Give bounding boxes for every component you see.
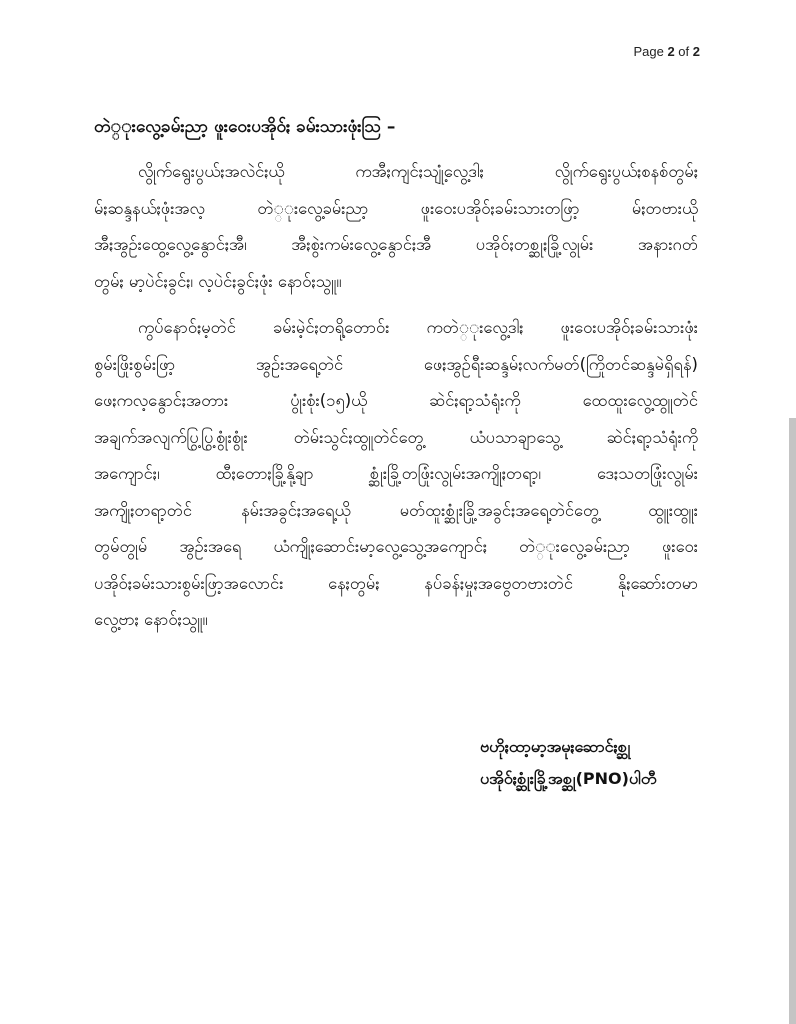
page-number-prefix: Page (633, 44, 668, 59)
paragraph-line: လွေ့ဗာႏ နောဝ်ႏသွူ။ (94, 610, 208, 629)
paragraph-line: မ်ႏဆန္ဒနယ်ႏဖုံးအလ့ တဲ္ုးလွေ့ခမ်းညာ့ ဖူးဝေးပအိုဝ်ႏခမ်းသားတဖြာ့ မ်ႏတဗားယို (94, 198, 698, 218)
statement-heading: တဲ္ုးလွေ့ခမ်းညာ့ ဖူးဝေးပအိုဝ်ႏ ခမ်းသားဖုံးဩ – (94, 117, 396, 137)
paragraph-advance-voting (94, 310, 698, 639)
paragraph-line: အီႏအွဉ်းထွေ့လွေ့နွောင်ႏအီ၊ အီႏစွဲးကမ်းလွေ့နွောင်ႏအီ ပအိုဝ်ႏတစ္ဆုႏခြို့လွုမ်း အနားဂတ် (94, 235, 698, 254)
paragraph-line: တွမ်ႏ မာ့ပဲင်ႏခွင်ႏ၊ လ့ပဲင်ႏခွင်ႏဖုံး နောဝ်ႏသွူ။ (94, 271, 342, 291)
page-number (633, 44, 700, 59)
paragraph-voter-list (94, 154, 698, 300)
signature-party: ပအိုဝ်ႏစ္ဆုံးခြို့အစ္ဆု(PNO)ပါတီ (480, 769, 657, 788)
page-number-current: 2 (667, 44, 675, 59)
paragraph-line: လွိုက်ရွေးပွယ်ႏအလဲင်ႏယို ကအီႏကျင်ႏသျုံ့လွေ့ဒါႏ လွိုက်ရွေးပွယ်ႏစနစ်တွမ်ႏ (138, 162, 698, 181)
page-number-separator: of (674, 44, 693, 59)
vertical-scrollbar[interactable] (789, 418, 796, 1024)
paragraph-line: ကွပ်နောဝ်ႏမ့တဲင် ခမ်းမဲ့င်ႏတရို့တောဝ်း ကတဲ္ုးလွေ့ဒါႏ ဖူးဝေးပအိုဝ်ႏခမ်းသားဖုံး (138, 318, 698, 337)
paragraph-line: တွမ်တွုမ် အွဉ်းအရေ ယံကျိုႏဆောင်းမာ့လွေ့သွေ့အကျောင်ႏ တဲ္ုးလွေ့ခမ်းညာ့ ဖူးဝေး (94, 537, 698, 556)
paragraph-line: ဖေႏကလ့နွောင်ႏအတား ပွုံးစုံး(၁၅)ယို ဆဲင်ႏရာ့သံရုံးကို ထေထူးလွေ့ထွူတဲင် (94, 391, 698, 410)
paragraph-line: အကျိုႏတရာ့တဲင် နမ်းအခွင်ႏအရေ့ယို မတ်ထူးစ္ဆုံးခြို့အခွင်ႏအရေ့တဲင်တွေ့ ထွူးထွူး (94, 500, 698, 520)
page-number-total: 2 (692, 44, 700, 59)
paragraph-line: အချက်အလျက်ပြွ့ပြွ့စွုံးစွုံး တဲမ်းသွင်ႏထွူတဲင်တွေ့ ယံပသာချာသွေ့ ဆဲင်ႏရာ့သံရုံးကို (94, 427, 698, 447)
signature-block (480, 731, 760, 795)
paragraph-line: အကျောင်ႏ၊ ထီႏတောႏခြို့နို့ချာ စ္ဆုံးခြို့တဖြုံးလွုမ်းအကျိုႏတရာ့၊ ဒေႏသတဖြုံးလွုမ်း (94, 464, 698, 483)
signature-committee: ဗဟိုႏထာ့မာ့အမုႏဆောင်ႏစ္ဆု (480, 737, 631, 756)
paragraph-line: ပအိုဝ်ႏခမ်းသားစွမ်းဖြာ့အလောင်း နေႏတွမ်ႏ နပ်ခန်ႏမှုႏအဗွေတဗားတဲင် နိုႏဆော်းတမာ (94, 573, 698, 593)
paragraph-line: စွမ်းဖြိုးစွမ်းဖြာ့ အွဉ်းအရေ့တဲင် ဖေႏအွဉ်ရီးဆန္ဒမ်ႏလက်မတ်(ကြိုတင်ဆန္ဒမဲရှိရန်) (94, 354, 698, 374)
